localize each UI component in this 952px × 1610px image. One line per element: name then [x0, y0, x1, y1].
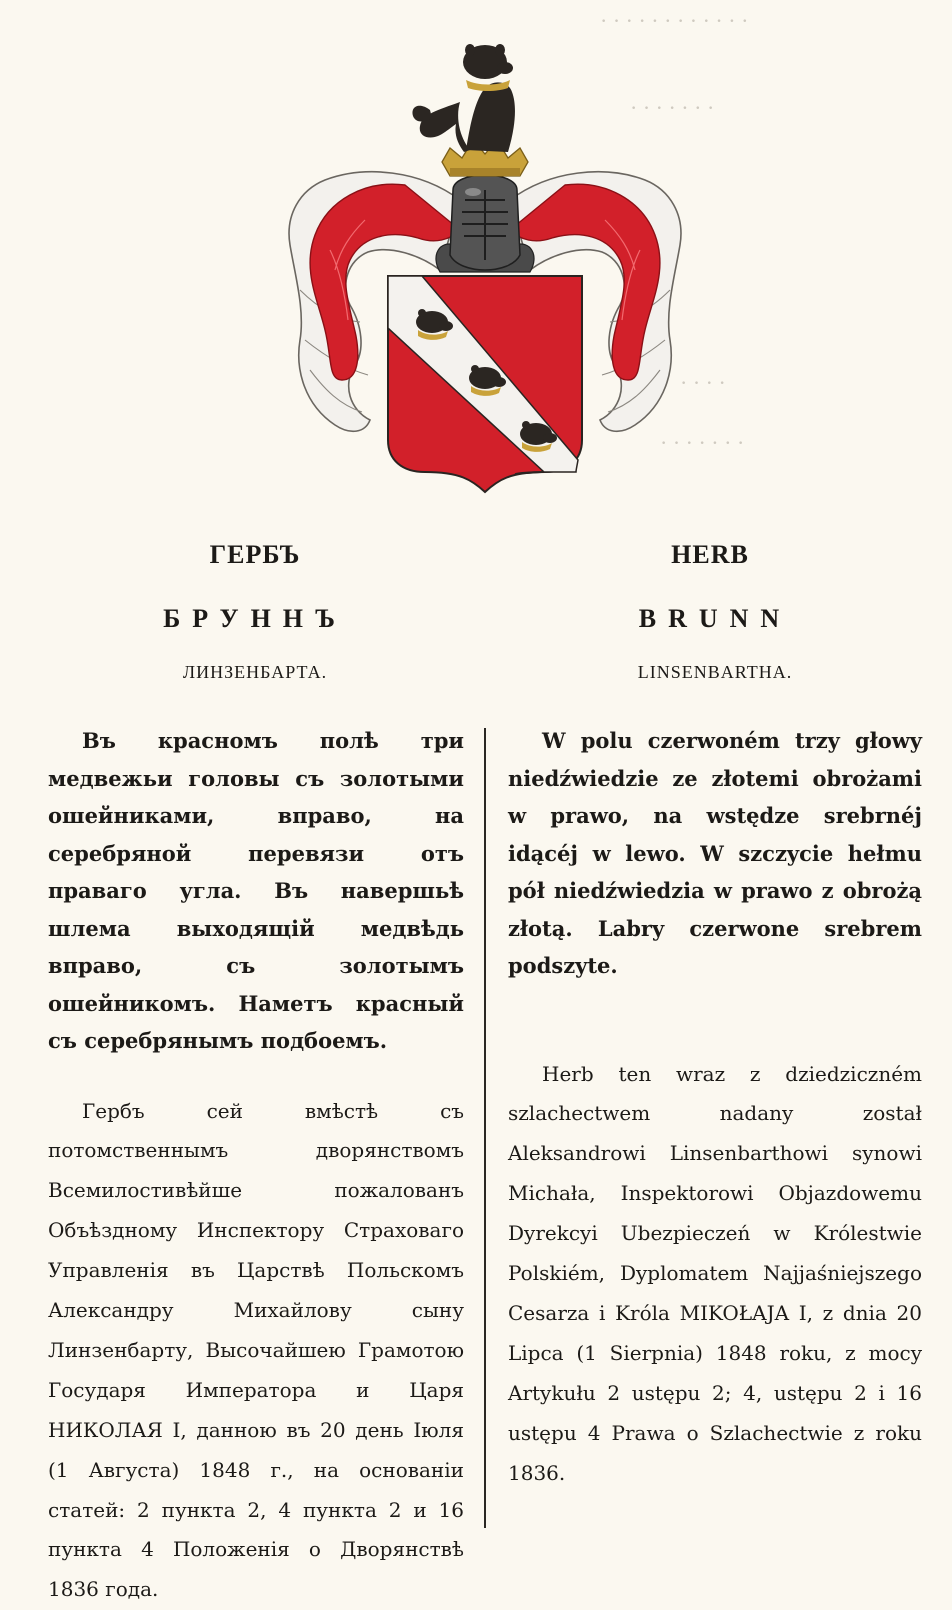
- left-subtitle: ЛИНЗЕНБАРТА.: [130, 662, 380, 683]
- left-blazon: Въ красномъ полѣ три медвежьи головы съ золотыми ошейниками, вправо, на серебряной перевязи отъ праваго угла. Въ навершьѣ шлема выходящій медвѣдь вправо, съ золотымъ ошейникомъ. Наметъ красный съ серебрянымъ подбоемъ.: [48, 722, 464, 1060]
- right-name: BRUNN: [590, 604, 840, 634]
- bear-crest-icon: [412, 44, 515, 152]
- left-name: БРУННЪ: [130, 604, 380, 634]
- coat-of-arms-icon: [270, 40, 700, 500]
- left-title: ГЕРБЪ: [150, 540, 360, 570]
- left-column: [48, 722, 464, 1610]
- shield-icon: [388, 276, 582, 492]
- right-column: [508, 722, 922, 1493]
- right-grant: Herb ten wraz z dziedziczném szlachectwem nadany został Aleksandrowi Linsenbarthowi synowi Michała, Inspektorowi Objazdowemu Dyrekcyi Ubezpieczeń w Królestwie Polskiém, Dyplomatem Najjaśniejszego Cesarza i Króla MIKOŁAJA I, z dnia 20 Lipca (1 Sierpnia) 1848 roku, z mocy Artykułu 2 ustępu 2; 4, ustępu 2 i 16 ustępu 4 Prawa o Szlachectwie z roku 1836.: [508, 1055, 922, 1494]
- bleed-through-text: · · · · · · ·: [630, 95, 714, 121]
- right-subtitle: LINSENBARTHA.: [590, 662, 840, 683]
- column-divider: [484, 728, 486, 1528]
- bleed-through-text: · · · · · · ·: [660, 430, 744, 456]
- left-grant: Гербъ сей вмѣстѣ съ потомственнымъ дворянствомъ Всемилостивѣйше пожалованъ Объѣздному Инспектору Страховаго Управленія въ Царствѣ Польскомъ Александру Михайлову сыну Линзенбарту, Высочайшею Грамотою Государя Императора и Царя НИКОЛАЯ I, данною въ 20 день Іюля (1 Августа) 1848 г., на основаніи статей: 2 пункта 2, 4 пункта 2 и 16 пункта 4 Положенія о Дворянствѣ 1836 года.: [48, 1092, 464, 1610]
- bleed-through-text: · · · · · · · · · · · ·: [600, 8, 748, 34]
- right-blazon: W polu czerwoném trzy głowy niedźwiedzie ze złotemi obrożami w prawo, na wstędze srebrnéj idącéj w lewo. W szczycie hełmu pół niedźwiedzia w prawo z obrożą złotą. Labry czerwone srebrem podszyte.: [508, 722, 922, 985]
- right-title: HERB: [610, 540, 810, 570]
- bleed-through-text: · · · ·: [680, 370, 726, 396]
